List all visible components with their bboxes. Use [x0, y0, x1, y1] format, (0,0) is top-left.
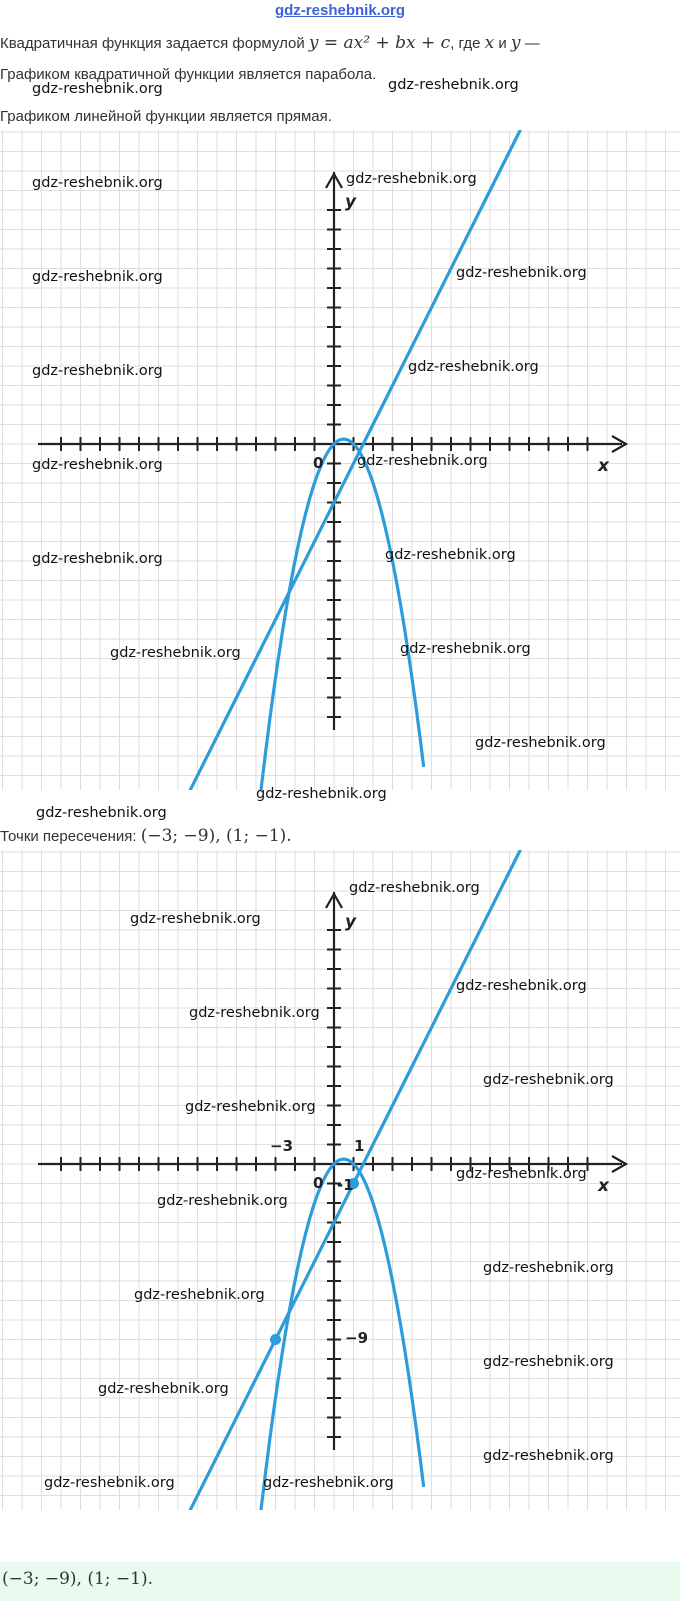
quadratic-formula: y = ax² + bx + c — [308, 33, 451, 53]
watermark: gdz-reshebnik.org — [456, 978, 587, 994]
watermark: gdz-reshebnik.org — [357, 453, 488, 469]
site-link[interactable]: gdz-reshebnik.org — [274, 2, 405, 19]
x-axis-label: x — [598, 456, 609, 476]
definition-mid: , где — [450, 35, 481, 52]
watermark: gdz-reshebnik.org — [483, 1072, 614, 1088]
watermark: gdz-reshebnik.org — [456, 1166, 587, 1182]
watermark: gdz-reshebnik.org — [256, 786, 387, 802]
watermark: gdz-reshebnik.org — [32, 81, 163, 97]
watermark: gdz-reshebnik.org — [388, 77, 519, 93]
watermark: gdz-reshebnik.org — [32, 175, 163, 191]
watermark: gdz-reshebnik.org — [385, 547, 516, 563]
answer-box — [0, 1562, 680, 1601]
watermark: gdz-reshebnik.org — [32, 269, 163, 285]
watermark: gdz-reshebnik.org — [32, 363, 163, 379]
parabola-curve — [248, 439, 424, 790]
watermark: gdz-reshebnik.org — [185, 1099, 316, 1115]
watermark: gdz-reshebnik.org — [44, 1475, 175, 1491]
watermark: gdz-reshebnik.org — [408, 359, 539, 375]
definition-dash: — — [524, 35, 540, 52]
tick-label-y-minus-9: −9 — [345, 1329, 369, 1347]
intersections-label: Точки пересечения: — [0, 828, 137, 845]
text-line-parabola: Графиком квадратичной функции является парабола. — [0, 66, 377, 83]
text-line-definition — [0, 33, 540, 53]
var-x: x — [484, 33, 495, 53]
watermark: gdz-reshebnik.org — [475, 735, 606, 751]
watermark: gdz-reshebnik.org — [134, 1287, 265, 1303]
watermark: gdz-reshebnik.org — [483, 1448, 614, 1464]
tick-label-x-minus-3: −3 — [270, 1137, 294, 1155]
var-y: y — [510, 33, 521, 53]
watermark: gdz-reshebnik.org — [98, 1381, 229, 1397]
y-axis-label: y — [345, 192, 357, 212]
watermark: gdz-reshebnik.org — [346, 171, 477, 187]
watermark: gdz-reshebnik.org — [32, 457, 163, 473]
watermark: gdz-reshebnik.org — [456, 265, 587, 281]
watermark: gdz-reshebnik.org — [483, 1260, 614, 1276]
watermark: gdz-reshebnik.org — [189, 1005, 320, 1021]
x-axis-label: x — [598, 1176, 609, 1196]
definition-and: и — [498, 35, 507, 52]
tick-label-x-1: 1 — [354, 1137, 365, 1155]
watermark: gdz-reshebnik.org — [130, 911, 261, 927]
tick-label-y-minus-1: -1 — [337, 1176, 354, 1194]
watermark: gdz-reshebnik.org — [349, 880, 480, 896]
text-line-intersections — [0, 826, 292, 846]
intersections-value: (−3; −9), (1; −1). — [140, 826, 292, 846]
text-line-linear: Графиком линейной функции является прямая. — [0, 108, 332, 125]
intersection-point-1 — [270, 1334, 281, 1345]
definition-text: Квадратичная функция задается формулой — [0, 35, 305, 52]
watermark: gdz-reshebnik.org — [400, 641, 531, 657]
answer-text: (−3; −9), (1; −1). — [2, 1569, 153, 1589]
y-axis-label: y — [345, 912, 357, 932]
origin-label: 0 — [313, 454, 324, 472]
watermark: gdz-reshebnik.org — [483, 1354, 614, 1370]
watermark: gdz-reshebnik.org — [32, 551, 163, 567]
watermark: gdz-reshebnik.org — [157, 1193, 288, 1209]
watermark: gdz-reshebnik.org — [263, 1475, 394, 1491]
watermark: gdz-reshebnik.org — [36, 805, 167, 821]
watermark: gdz-reshebnik.org — [110, 645, 241, 661]
origin-label: 0 — [313, 1174, 324, 1192]
